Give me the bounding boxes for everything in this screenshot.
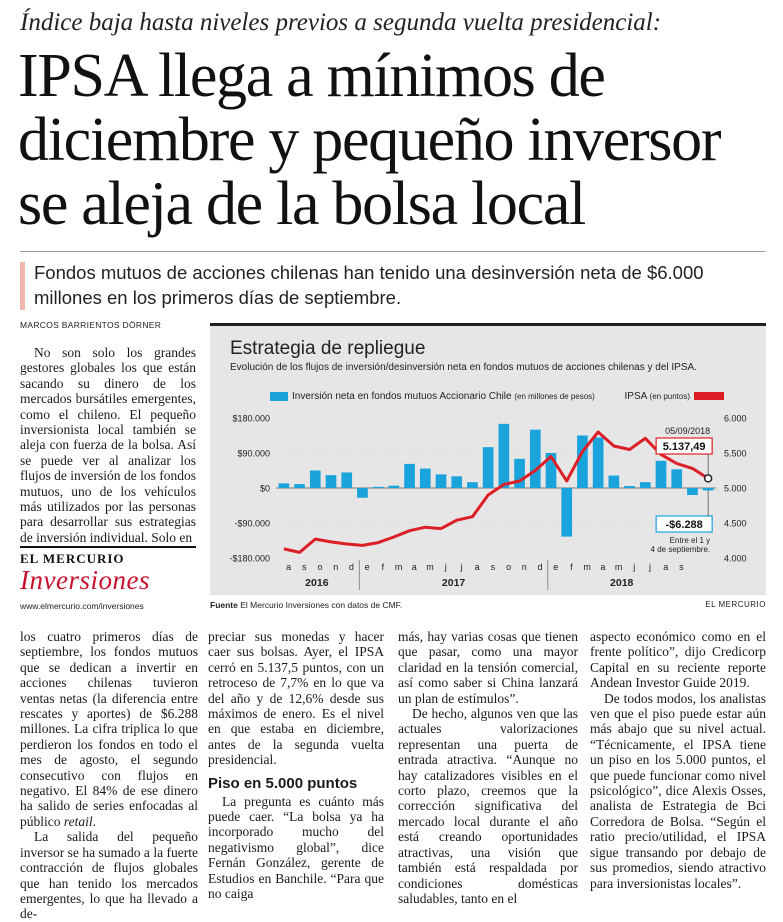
month-tick-label: m (614, 562, 623, 572)
month-tick-label: j (460, 562, 463, 572)
paragraph-text: los cuatro primeros días de septiembre, los fondos mutuos que se dedican a invertir en acciones chilenas tuvieron ventas netas (la diferencia entre rescates y aportes) de $6.288 millones. La cifra triplica lo que perdieron los fondos en todo el mes de agosto, el segundo consecutivo con flujos en negativo. El 84% de ese dinero ha salido de series enfocadas al público (20, 629, 198, 829)
right-tick-label: 4.000 (724, 553, 747, 564)
bar (436, 474, 447, 488)
bar (624, 486, 635, 488)
brand-main: Inversiones (20, 565, 150, 595)
brand-block (20, 546, 196, 611)
bar (467, 482, 478, 488)
column-1-bottom (20, 629, 198, 922)
year-label: 2018 (610, 577, 634, 589)
month-tick-label: m (426, 562, 434, 572)
chart-plot (210, 326, 766, 595)
bar (593, 437, 604, 488)
month-tick-label: d (537, 562, 543, 572)
bar (640, 482, 651, 488)
left-tick-label: $0 (259, 483, 270, 494)
year-label: 2016 (305, 577, 329, 589)
paragraph: La pregunta es cuánto más puede caer. “La bolsa ya ha incorporado mucho del negativismo global”, dice Fernán González, gerente de Estudios en Banchile. “Para que no caiga (208, 793, 384, 902)
paragraph: De todos modos, los analistas ven que el piso puede estar aún más abajo que su nivel actual. “Técnicamente, el IPSA tiene un piso en los 5.000 puntos, el que puede funcionar como nivel psicológico”, dice Alexis Osses, analista de Estrategia de Bci Corredora de Bolsa. “Según el ratio precio/utilidad, el IPSA sigue transando por debajo de sus promedios, siendo atractivo para inversionistas locales”. (590, 690, 766, 891)
legend-right-label: IPSA (624, 391, 647, 402)
bar (404, 464, 415, 488)
right-tick-label: 4.500 (724, 518, 747, 529)
right-tick-label: 5.000 (724, 483, 747, 494)
bar (420, 469, 431, 488)
month-tick-label: o (506, 562, 512, 572)
left-tick-label: -$180.000 (229, 553, 270, 564)
headline-line-3: se aleja de la bolsa local (18, 170, 585, 238)
chart (210, 323, 766, 595)
byline: MARCOS BARRIENTOS DÖRNER (20, 320, 162, 330)
headline-line-1: IPSA llega a mínimos de (18, 42, 605, 110)
bar (514, 459, 525, 488)
left-tick-label: $90.000 (237, 448, 270, 459)
column-3-bottom (398, 629, 578, 906)
bar (279, 483, 290, 488)
bar (326, 475, 337, 488)
month-tick-label: o (317, 562, 323, 572)
chart-source-text: El Mercurio Inversiones con datos de CMF. (240, 600, 403, 610)
flow-note-line: Entre el 1 y (669, 536, 711, 545)
month-tick-label: e (553, 562, 559, 572)
month-tick-label: j (633, 562, 636, 572)
headline (18, 44, 778, 236)
chart-source (210, 600, 402, 610)
right-tick-label: 5.500 (724, 448, 747, 459)
chart-subtitle: Evolución de los flujos de inversión/desinversión neta en fondos mutuos de acciones chilenas y del IPSA. (230, 362, 697, 373)
column-4-bottom (590, 629, 766, 891)
bar (687, 488, 698, 495)
left-tick-label: -$90.000 (234, 518, 270, 529)
annotation-date: 05/09/2018 (665, 426, 711, 436)
month-tick-label: j (649, 562, 651, 572)
flow-note-line: 4 de septiembre. (650, 545, 711, 554)
bar (656, 461, 667, 488)
ipsa-value-label: 5.137,49 (662, 441, 706, 453)
bar (483, 447, 494, 488)
month-tick-label: a (663, 562, 669, 572)
bar (389, 486, 400, 488)
bar (310, 471, 321, 489)
month-tick-label: d (348, 562, 354, 572)
month-tick-label: f (381, 562, 385, 572)
bar (357, 488, 368, 498)
paragraph: La salida del pequeño inversor se ha sumado a la fuerte contracción de flujos globales que han tenido los mercados emergentes, lo que ha llevado a de- (20, 829, 198, 922)
month-tick-label: a (286, 562, 292, 572)
headline-rule (20, 251, 765, 252)
flow-value-label: -$6.288 (665, 519, 703, 531)
chart-credit: EL MERCURIO (705, 600, 766, 609)
month-tick-label: j (444, 562, 447, 572)
month-tick-label: e (364, 562, 370, 572)
month-tick-label: s (302, 562, 307, 572)
month-tick-label: m (394, 562, 403, 572)
deck-accent-bar (20, 262, 25, 310)
column-1-top (20, 345, 196, 545)
headline-line-2: diciembre y pequeño inversor (18, 106, 721, 174)
brand-top: EL MERCURIO (20, 551, 125, 566)
paragraph: preciar sus monedas y hacer caer sus bolsas. Ayer, el IPSA cerró en 5.137,5 puntos, con un retroceso de 7,7% en lo que va del año y de 12,6% desde sus máximos de enero. Es el nivel en que estaba en diciembre, antes de la segunda vuelta presidencial. (208, 629, 384, 768)
month-tick-label: s (490, 562, 496, 572)
legend-right-unit: (en puntos) (649, 392, 690, 401)
bar (341, 472, 352, 488)
bar (294, 484, 305, 488)
month-tick-label: f (570, 562, 573, 572)
bar (499, 424, 510, 488)
deck: Fondos mutuos de acciones chilenas han tenido una desinversión neta de $6.000 millones en los primeros días de septiembre. (34, 262, 704, 308)
ipsa-endpoint (705, 475, 712, 482)
left-tick-label: $180.000 (232, 413, 270, 424)
bar (671, 469, 682, 488)
paragraph: los cuatro primeros días de septiembre, los fondos mutuos que se dedican a invertir en acciones chilenas tuvieron ventas netas (la diferencia entre rescates y aportes) de $6.288 millones. La cifra triplica lo que perdieron los fondos en todo el mes de agosto, el segundo consecutivo con flujos en negativo. El 84% de ese dinero ha salido de series enfocadas al público retail. (20, 629, 198, 829)
legend-left-label: Inversión neta en fondos mutuos Accionario Chile (292, 391, 512, 402)
paragraph: De hecho, algunos ven que las actuales valorizaciones representan una puerta de entrada atractiva. “Aunque no hay catalizadores visibles en el corto plazo, creemos que la corrección significativa del mercado local durante el año está creando oportunidades atractivas, una visión que también está respaldada por condiciones domésticas saludables, tanto en el (398, 706, 578, 906)
bar (530, 430, 541, 488)
paragraph: más, hay varias cosas que tienen que pasar, como una mayor claridad en la tensión comercial, así como saber si China lanzará un plan de estímulos”. (398, 629, 578, 706)
right-tick-label: 6.000 (724, 413, 747, 424)
italic-term: retail (63, 813, 93, 829)
paragraph: aspecto económico como en el frente político”, dijo Credicorp Capital en su reciente reporte Andean Investor Guide 2019. (590, 629, 766, 691)
bar (561, 488, 572, 537)
subhead: Piso en 5.000 puntos (208, 774, 358, 792)
month-tick-label: m (583, 562, 591, 572)
chart-source-label: Fuente (210, 600, 238, 610)
paragraph: No son solo los grandes gestores globales los que están sacando su dinero de los mercados bursátiles emergentes, como el chileno. El pequeño inversionista local también se aleja con fuerza de la bolsa. Así se puede ver al analizar los flujos de inversión de los fondos mutuos, uno de los vehículos más utilizados por las personas para desarrollar sus estrategias de inversión individual. Solo en (20, 345, 196, 545)
kicker: Índice baja hasta niveles previos a segunda vuelta presidencial: (20, 9, 662, 36)
brand-rule (20, 546, 196, 548)
month-tick-label: n (521, 562, 527, 572)
bar (609, 476, 620, 488)
month-tick-label: s (679, 562, 684, 572)
column-2-bottom (208, 629, 384, 902)
brand-url[interactable]: www.elmercurio.com/inversiones (20, 601, 144, 611)
year-label: 2017 (441, 577, 466, 589)
month-tick-label: n (333, 562, 339, 572)
ipsa-line (284, 432, 711, 552)
bar (373, 487, 384, 488)
legend-left-unit: (en millones de pesos) (514, 392, 595, 401)
month-tick-label: a (600, 562, 606, 572)
month-tick-label: a (474, 562, 480, 572)
bar (451, 476, 462, 488)
chart-title: Estrategia de repliegue (230, 338, 426, 359)
month-tick-label: a (411, 562, 417, 572)
